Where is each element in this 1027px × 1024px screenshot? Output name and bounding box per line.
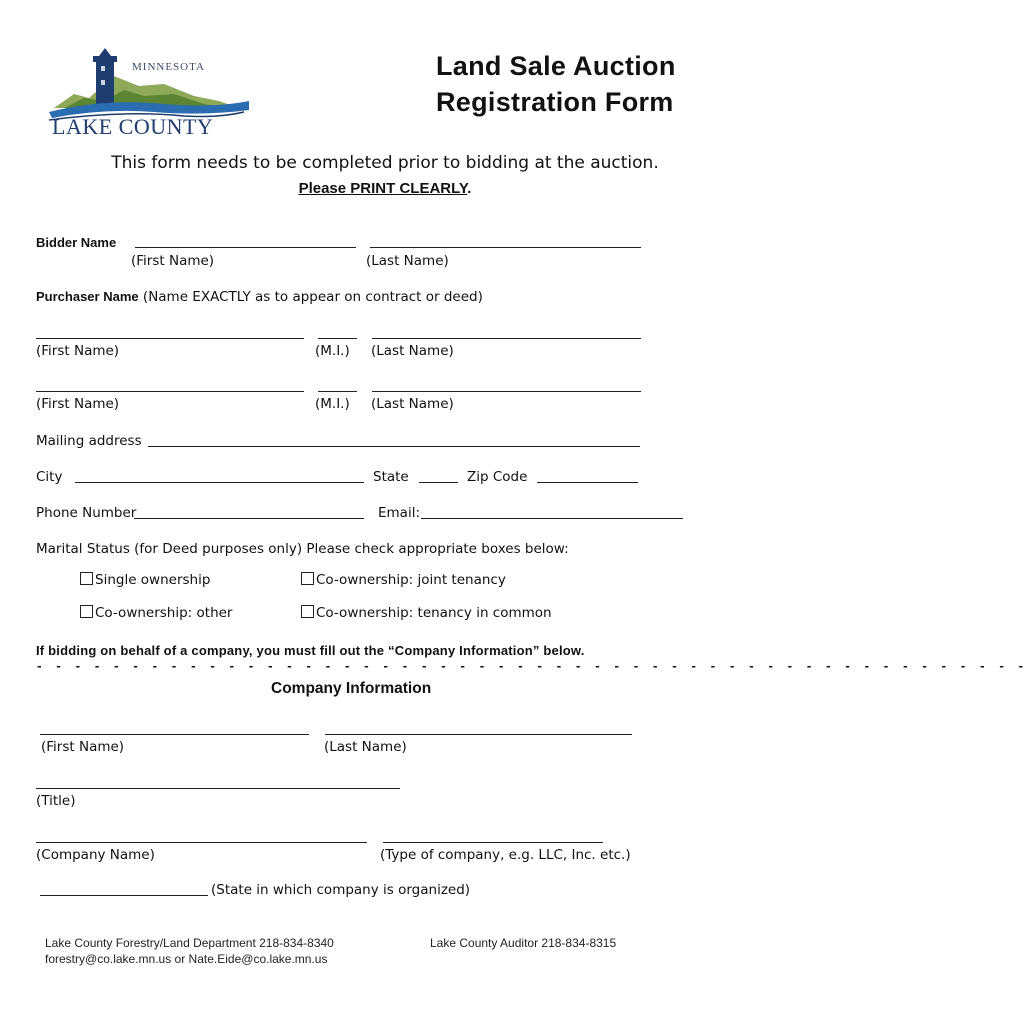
tenancy-in-common-checkbox[interactable] [301,605,314,618]
mailing-address-label: Mailing address [36,433,142,449]
purchaser-name-row [36,289,483,305]
bidder-first-name-field[interactable] [135,247,356,248]
purchaser2-mi-field[interactable] [318,391,357,392]
joint-tenancy-label: Co-ownership: joint tenancy [316,572,506,588]
single-ownership-checkbox[interactable] [80,572,93,585]
purchaser2-mi-caption: (M.I.) [315,396,350,412]
company-name-caption: (Company Name) [36,847,155,863]
form-title-line2: Registration Form [436,87,674,117]
tenancy-in-common-label: Co-ownership: tenancy in common [316,605,552,621]
co-ownership-other-label: Co-ownership: other [95,605,233,621]
single-ownership-option[interactable] [80,572,210,588]
city-field[interactable] [75,482,364,483]
company-type-field[interactable] [383,842,603,843]
logo-county-text: LAKE COUNTY [52,114,214,139]
co-ownership-other-option[interactable] [80,605,233,621]
purchaser2-last-caption: (Last Name) [371,396,454,412]
footer-forestry-line1: Lake County Forestry/Land Department 218-834-8340 [45,936,334,950]
company-title-field[interactable] [36,788,400,789]
footer-auditor: Lake County Auditor 218-834-8315 [430,936,617,950]
company-first-name-caption: (First Name) [41,739,125,755]
purchaser2-first-caption: (First Name) [36,396,120,412]
marital-status-label: Marital Status (for Deed purposes only) Please check appropriate boxes below: [36,541,569,557]
mailing-address-field[interactable] [148,446,640,447]
company-state-field[interactable] [40,895,208,896]
intro-emphasis-wrap [0,180,770,197]
company-title-caption: (Title) [36,793,76,809]
bidder-last-name-field[interactable] [370,247,641,248]
city-label: City [36,469,63,485]
form-title-line1: Land Sale Auction [436,51,676,81]
phone-number-label: Phone Number [36,505,137,521]
purchaser2-first-name-field[interactable] [36,391,304,392]
purchaser1-mi-field[interactable] [318,338,357,339]
company-state-caption: (State in which company is organized) [211,882,471,898]
single-ownership-label: Single ownership [95,572,211,588]
purchaser1-last-caption: (Last Name) [371,343,454,359]
purchaser1-first-caption: (First Name) [36,343,120,359]
bidder-name-label: Bidder Name [36,235,117,250]
logo-state-text: MINNESOTA [132,61,205,73]
purchaser-name-note: (Name EXACTLY as to appear on contract or deed) [142,289,483,305]
print-clearly-text: Please PRINT CLEARLY [298,180,468,197]
company-last-name-caption: (Last Name) [324,739,407,755]
bidder-first-name-caption: (First Name) [131,253,215,269]
purchaser1-mi-caption: (M.I.) [315,343,350,359]
intro-period: . [467,180,472,197]
joint-tenancy-checkbox[interactable] [301,572,314,585]
purchaser1-first-name-field[interactable] [36,338,304,339]
email-label: Email: [378,505,421,521]
joint-tenancy-option[interactable] [301,572,506,588]
tenancy-in-common-option[interactable] [301,605,552,621]
company-name-field[interactable] [36,842,367,843]
co-ownership-other-checkbox[interactable] [80,605,93,618]
lake-county-logo [44,46,254,141]
company-first-name-field[interactable] [40,734,309,735]
purchaser-name-label: Purchaser Name [36,289,139,304]
purchaser1-last-name-field[interactable] [372,338,641,339]
bidder-last-name-caption: (Last Name) [366,253,449,269]
state-field[interactable] [419,482,458,483]
intro-text: This form needs to be completed prior to bidding at the auction. [111,153,659,173]
company-last-name-field[interactable] [325,734,632,735]
footer-forestry-line2: forestry@co.lake.mn.us or Nate.Eide@co.lake.mn.us [45,952,328,966]
email-field[interactable] [421,518,683,519]
state-label: State [373,469,409,485]
purchaser2-last-name-field[interactable] [372,391,641,392]
company-notice: If bidding on behalf of a company, you must fill out the “Company Information” below. [36,643,585,658]
company-info-heading: Company Information [271,680,432,697]
phone-number-field[interactable] [134,518,364,519]
company-type-caption: (Type of company, e.g. LLC, Inc. etc.) [380,847,631,863]
dashed-divider: - - - - - - - - - - - - - - - - - - - - - - - - - - - - - - - - - - - - - - - - - - - - - - - - - - - - [36,660,1027,673]
zip-code-label: Zip Code [467,469,528,485]
zip-code-field[interactable] [537,482,638,483]
